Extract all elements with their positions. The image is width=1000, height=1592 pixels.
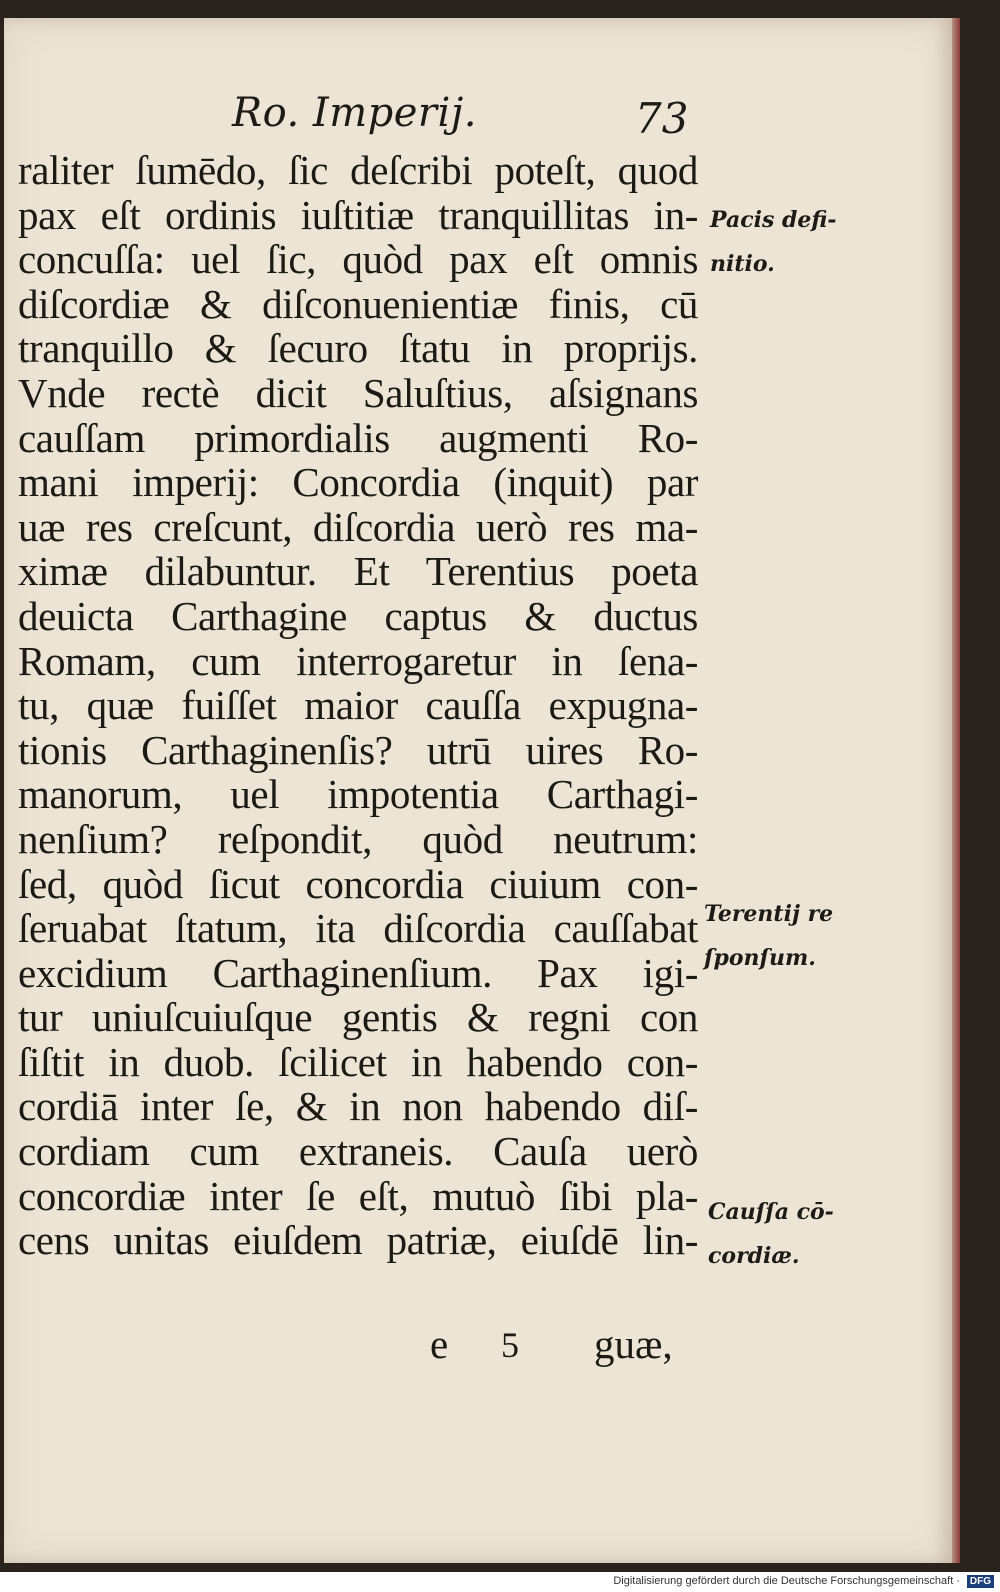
text-line: diſcordiæ & diſconuenientiæ finis, cū bbox=[18, 280, 698, 327]
text-line: Vnde rectè dicit Saluſtius, aſsignans bbox=[18, 369, 698, 416]
marginal-note bbox=[710, 198, 837, 286]
text-line: cordiam cum extraneis. Cauſa uerò bbox=[18, 1128, 698, 1175]
marginal-note-line: Terentij re bbox=[704, 901, 834, 927]
text-line: nenſium? reſpondit, quòd neutrum: bbox=[18, 815, 698, 862]
marginal-note-line: nitio. bbox=[710, 251, 775, 277]
text-line: raliter ſumēdo, ſic deſcribi poteſt, quod bbox=[18, 147, 698, 193]
page-number: 73 bbox=[635, 94, 689, 143]
marginal-note bbox=[708, 1190, 834, 1278]
funding-credit: Digitalisierung gefördert durch die Deutsche Forschungsgemeinschaft · bbox=[613, 1575, 960, 1587]
book-page bbox=[4, 18, 952, 1563]
text-line: tranquillo & ſecuro ſtatu in proprijs. bbox=[18, 325, 698, 372]
text-line: ſeruabat ſtatum, ita diſcordia cauſſabat bbox=[18, 905, 698, 952]
marginal-note-line: Cauſſa cō- bbox=[708, 1199, 834, 1225]
marginal-note-line: ſponſum. bbox=[704, 945, 816, 971]
text-line: pax eſt ordinis iuſtitiæ tranquillitas in- bbox=[18, 191, 698, 238]
text-line: tionis Carthaginenſis? utrū uires Ro- bbox=[18, 726, 698, 773]
text-line: ſiſtit in duob. ſcilicet in habendo con- bbox=[18, 1038, 698, 1085]
body-text bbox=[18, 148, 698, 1263]
text-line: excidium Carthaginenſium. Pax igi- bbox=[18, 949, 698, 996]
catchword: guæ, bbox=[594, 1321, 673, 1367]
text-line: concordiæ inter ſe eſt, mutuò ſibi pla- bbox=[18, 1172, 698, 1219]
text-line: manorum, uel impotentia Carthagi- bbox=[18, 771, 698, 818]
text-line: cens unitas eiuſdem patriæ, eiuſdē lin- bbox=[18, 1217, 698, 1264]
marginal-note-line: cordiæ. bbox=[708, 1243, 800, 1269]
running-head: Ro. Imperij. bbox=[232, 90, 477, 136]
text-line: ximæ dilabuntur. Et Terentius poeta bbox=[18, 548, 698, 595]
footer-bar bbox=[0, 1572, 1000, 1592]
marginal-note bbox=[704, 892, 833, 980]
text-line: tu, quæ fuiſſet maior cauſſa expugna- bbox=[18, 682, 698, 729]
marginal-note-line: Pacis defi- bbox=[710, 207, 837, 233]
dfg-logo: DFG bbox=[967, 1575, 994, 1588]
page-edge bbox=[952, 18, 960, 1563]
catchword-line bbox=[4, 1320, 952, 1370]
text-line: ſed, quòd ſicut concordia ciuium con- bbox=[18, 860, 698, 907]
text-line: uæ res creſcunt, diſcordia uerò res ma- bbox=[18, 503, 698, 550]
text-line: concuſſa: uel ſic, quòd pax eſt omnis bbox=[18, 236, 698, 283]
signature-letter: e bbox=[430, 1321, 449, 1367]
text-line: Romam, cum interrogaretur in ſena- bbox=[18, 637, 698, 684]
text-line: cauſſam primordialis augmenti Ro- bbox=[18, 414, 698, 461]
text-line: tur uniuſcuiuſque gentis & regni con bbox=[18, 994, 698, 1041]
text-line: cordiā inter ſe, & in non habendo diſ- bbox=[18, 1083, 698, 1130]
page-header bbox=[4, 84, 952, 144]
text-line: mani imperij: Concordia (inquit) par bbox=[18, 459, 698, 506]
signature-number: 5 bbox=[501, 1325, 519, 1365]
text-line: deuicta Carthagine captus & ductus bbox=[18, 592, 698, 639]
